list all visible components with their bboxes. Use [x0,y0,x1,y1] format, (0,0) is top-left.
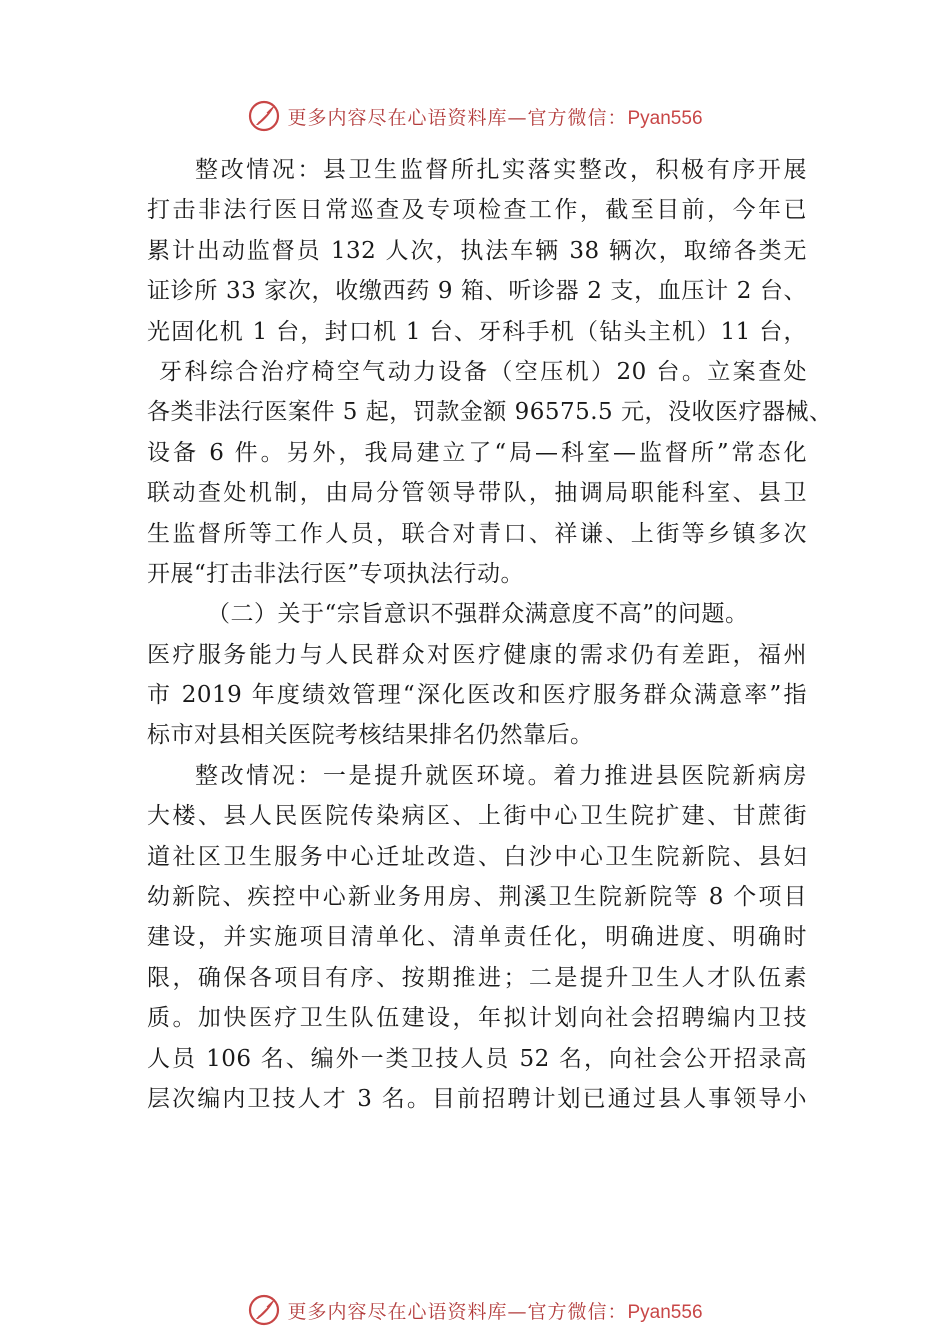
body-line: 光固化机 1 台，封口机 1 台、牙科手机（钻头主机）11 台， [147,318,807,345]
body-line: 整改情况：县卫生监督所扎实落实整改，积极有序开展 [195,157,807,183]
body-line: 幼新院、疾控中心新业务用房、荆溪卫生院新院等 8 个项目 [147,884,807,911]
body-line: 生监督所等工作人员，联合对青口、祥谦、上街等乡镇多次 [147,520,807,547]
body-line: 医疗服务能力与人民群众对医疗健康的需求仍有差距，福州 [147,641,807,668]
body-line: 人员 106 名、编外一类卫技人员 52 名，向社会公开招录高 [147,1045,807,1072]
body-line: 大楼、县人民医院传染病区、上街中心卫生院扩建、甘蔗街 [147,803,807,830]
watermark-text: 更多内容尽在心语资料库—官方微信：Pyan556 [287,106,703,129]
feather-seal-icon [247,99,281,133]
body-line: 标市对县相关医院考核结果排名仍然靠后。 [147,722,594,749]
watermark-header [0,94,950,138]
body-line: 道社区卫生服务中心迁址改造、白沙中心卫生院新院、县妇 [147,843,807,870]
watermark-footer [0,1288,950,1332]
watermark-brand: Pyan556 [627,1301,703,1323]
body-line: 打击非法行医日常巡查及专项检查工作，截至目前，今年已 [147,197,807,224]
section-heading: （二）关于“宗旨意识不强群众满意度不高”的问题。 [207,601,749,628]
body-line: 证诊所 33 家次，收缴西药 9 箱、听诊器 2 支，血压计 2 台、 [147,278,807,305]
watermark-brand: Pyan556 [627,107,703,129]
body-line: 开展“打击非法行医”专项执法行动。 [147,560,525,587]
body-line: 设备 6 件。另外，我局建立了“局—科室—监督所”常态化 [147,439,807,466]
body-line: 限，确保各项目有序、按期推进；二是提升卫生人才队伍素 [147,964,807,991]
feather-seal-icon [247,1293,281,1327]
body-line: 层次编内卫技人才 3 名。目前招聘计划已通过县人事领导小 [147,1085,807,1112]
body-line: 联动查处机制，由局分管领导带队，抽调局职能科室、县卫 [147,480,807,507]
body-line: 整改情况：一是提升就医环境。着力推进县医院新病房 [195,762,807,789]
document-body [147,150,833,1119]
body-line: 市 2019 年度绩效管理“深化医改和医疗服务群众满意率”指 [147,682,807,709]
body-line: 累计出动监督员 132 人次，执法车辆 38 辆次，取缔各类无 [147,237,807,264]
watermark-text: 更多内容尽在心语资料库—官方微信：Pyan556 [287,1300,703,1323]
body-line: 牙科综合治疗椅空气动力设备（空压机）20 台。立案查处 [159,358,807,385]
body-line: 建设，并实施项目清单化、清单责任化，明确进度、明确时 [147,924,807,951]
body-line: 各类非法行医案件 5 起，罚款金额 96575.5 元，没收医疗器械、 [147,399,833,426]
body-line: 质。加快医疗卫生队伍建设，年拟计划向社会招聘编内卫技 [147,1005,807,1032]
